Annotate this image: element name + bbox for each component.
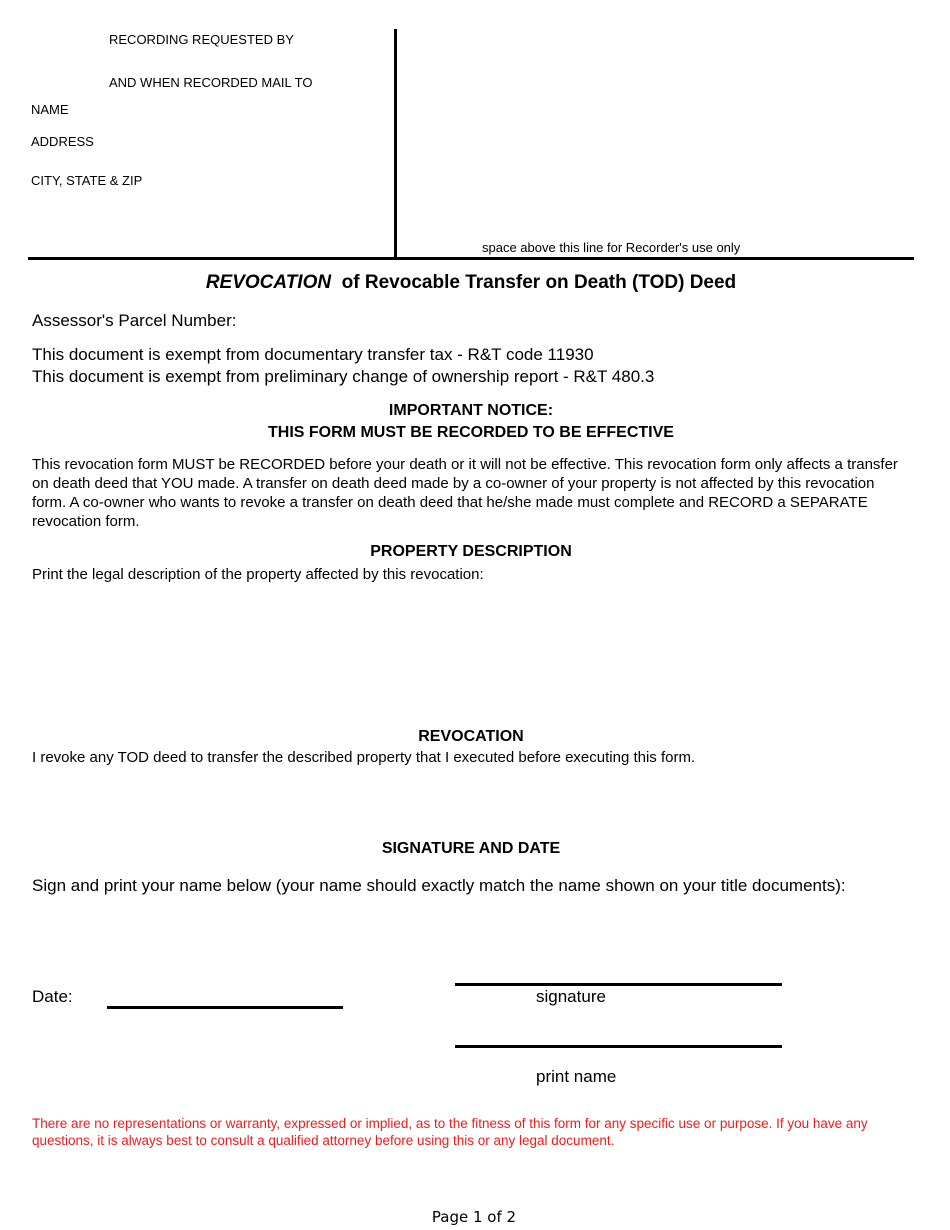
signature-and-date-heading: SIGNATURE AND DATE — [381, 840, 561, 857]
print-name-label: print name — [536, 1067, 617, 1086]
when-recorded-mail-to-label: AND WHEN RECORDED MAIL TO — [109, 75, 313, 90]
title-italic: REVOCATION — [205, 272, 332, 293]
disclaimer-text: There are no representations or warranty, expressed or implied, as to the fitness of this form for any specific use or purpose. If you have any questions, it is always best to consult a qualified attorney before using this or any legal document. — [32, 1116, 868, 1148]
date-label: Date: — [32, 987, 73, 1006]
recorder-divider-line — [28, 257, 914, 260]
city-state-zip-label: CITY, STATE & ZIP — [31, 173, 143, 188]
property-description-heading: PROPERTY DESCRIPTION — [370, 543, 572, 560]
exemption-change-of-ownership: This document is exempt from preliminary change of ownership report - R&T 480.3 — [32, 367, 655, 386]
recorder-use-note: space above this line for Recorder's use only — [482, 240, 741, 255]
signature-line[interactable] — [455, 983, 782, 986]
must-be-recorded-heading: THIS FORM MUST BE RECORDED TO BE EFFECTIVE — [268, 424, 674, 441]
page-number: Page 1 of 2 — [431, 1208, 517, 1226]
print-name-line[interactable] — [455, 1045, 782, 1048]
title-rest: of Revocable Transfer on Death (TOD) Deed — [341, 272, 737, 293]
revocation-heading: REVOCATION — [418, 728, 524, 745]
header-vertical-divider — [394, 29, 397, 258]
document-title — [0, 272, 942, 294]
address-label: ADDRESS — [31, 134, 94, 149]
date-line[interactable] — [107, 1006, 343, 1009]
notice-body: This revocation form MUST be RECORDED before your death or it will not be effective. This revocation form only affects a transfer on death deed that YOU made. A transfer on death deed made by a co-owner of your property is not affected by this revocation form. A co-owner who wants to revoke a transfer on death deed that he/she made must complete and RECORD a SEPARATE revocation form. — [32, 456, 898, 530]
important-notice-heading: IMPORTANT NOTICE: — [388, 402, 554, 419]
recording-requested-by-label: RECORDING REQUESTED BY — [109, 32, 294, 47]
revocation-statement: I revoke any TOD deed to transfer the described property that I executed before executing this form. — [32, 749, 696, 766]
property-description-instruction: Print the legal description of the property affected by this revocation: — [32, 566, 484, 583]
apn-label: Assessor's Parcel Number: — [32, 311, 237, 330]
signature-label: signature — [536, 987, 606, 1006]
signature-instruction: Sign and print your name below (your name should exactly match the name shown on your title documents): — [32, 876, 846, 895]
name-label: NAME — [31, 102, 69, 117]
exemption-transfer-tax: This document is exempt from documentary transfer tax - R&T code 11930 — [32, 345, 594, 364]
